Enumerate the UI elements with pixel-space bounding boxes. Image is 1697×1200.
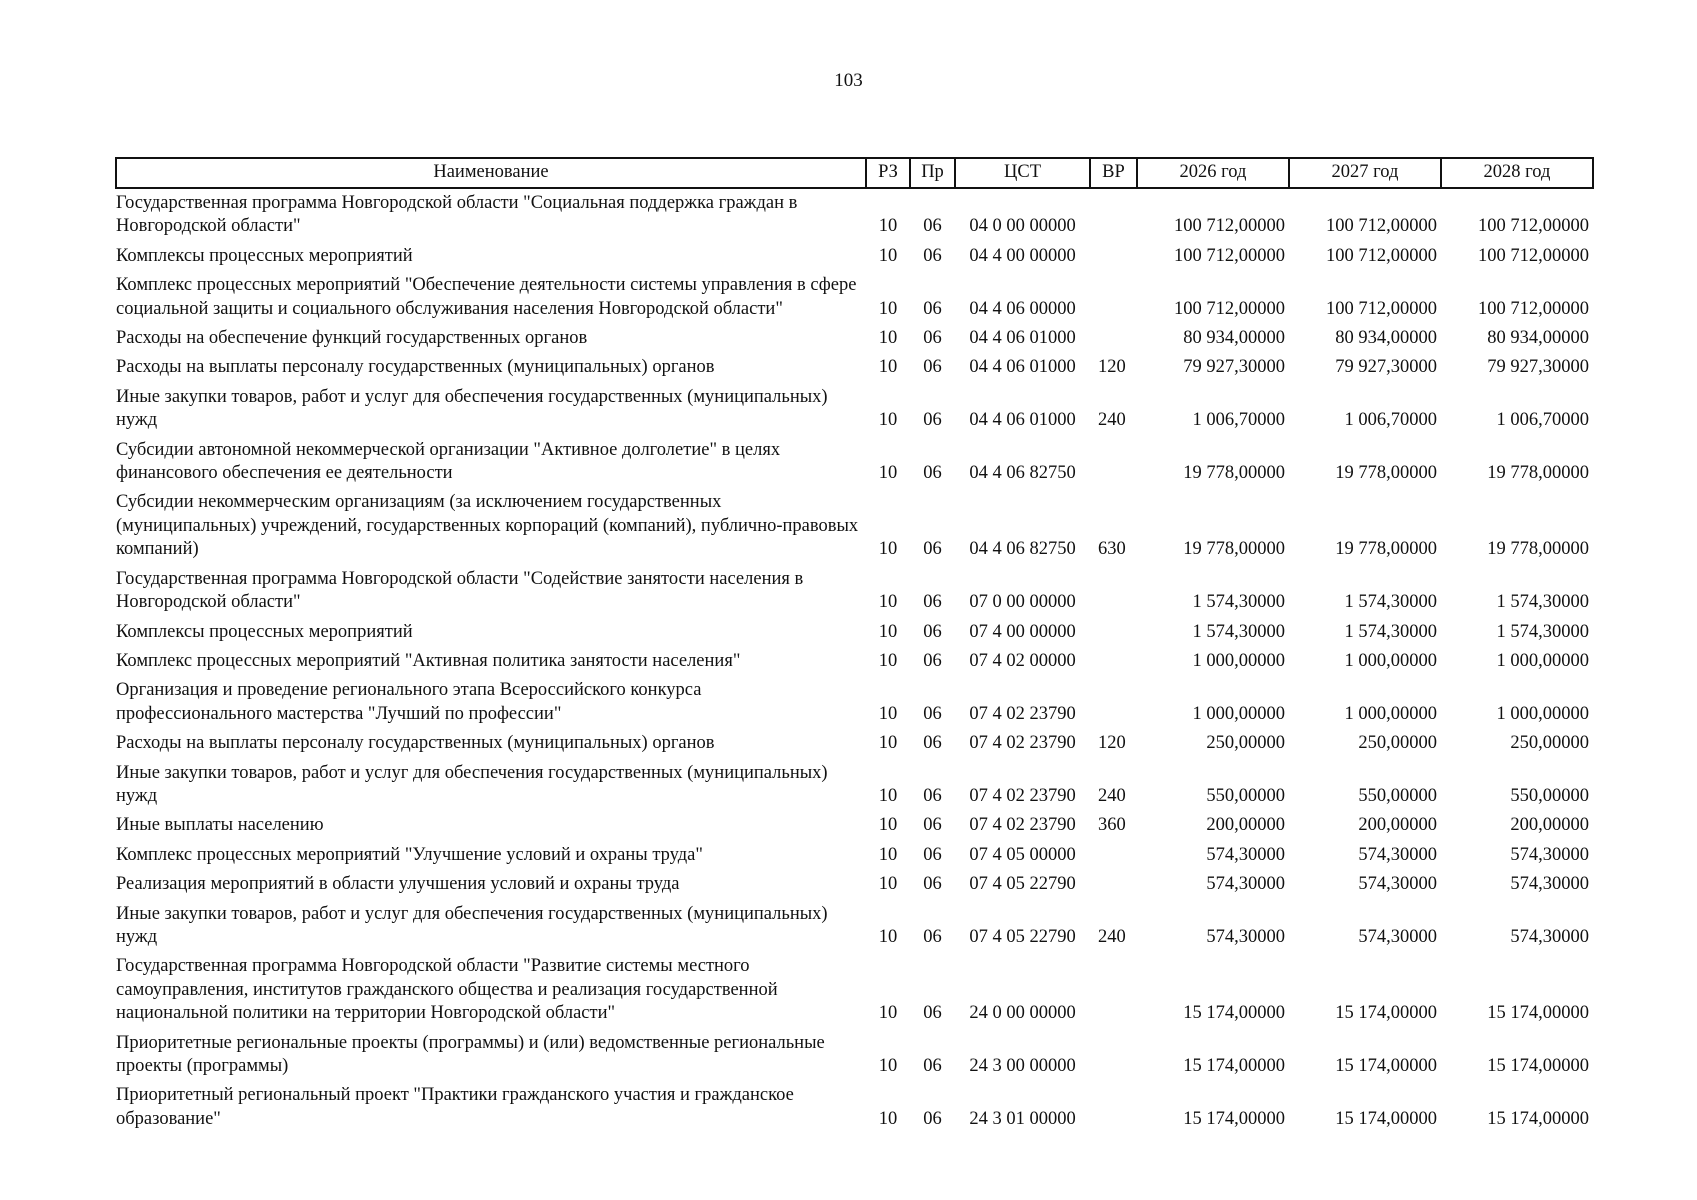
cell-2027: 1 006,70000: [1344, 410, 1437, 431]
cell-2026: 200,00000: [1206, 815, 1285, 836]
cell-vr: [1090, 676, 1137, 729]
page-number: 103: [834, 70, 863, 91]
cell-2028: 15 174,00000: [1487, 1108, 1589, 1129]
cell-cst: 04 4 06 82750: [969, 463, 1076, 484]
cell-pr: 06: [923, 298, 942, 319]
cell-cst: 24 3 00 00000: [969, 1056, 1076, 1076]
cell-2028: 79 927,30000: [1487, 357, 1589, 378]
table-row: [116, 271, 1593, 324]
header-vr: ВР: [1090, 158, 1137, 188]
cell-2026: 574,30000: [1206, 926, 1285, 947]
cell-rz: 10: [878, 328, 898, 349]
cell-name: Комплекс процессных мероприятий "Обеспечение деятельности системы управления в сфере социальной защиты и социального обслуживания населения Новгородской области": [116, 275, 857, 319]
cell-name: Государственная программа Новгородской области "Социальная поддержка граждан в Новгородской области": [116, 193, 798, 237]
cell-cst: 04 4 06 00000: [969, 298, 1076, 319]
table-row: [116, 952, 1593, 1028]
cell-name: Организация и проведение регионального этапа Всероссийского конкурса профессионального мастерства "Лучший по профессии": [116, 680, 702, 724]
cell-rz: 10: [878, 410, 898, 431]
cell-2027: 1 000,00000: [1344, 650, 1437, 671]
cell-pr: 06: [923, 733, 942, 754]
cell-2028: 1 000,00000: [1496, 703, 1589, 724]
header-2027: 2027 год: [1289, 158, 1441, 188]
cell-2026: 19 778,00000: [1183, 463, 1285, 484]
cell-cst: 07 4 02 23790: [969, 733, 1076, 754]
table-row: [116, 676, 1593, 729]
cell-vr: 240: [1098, 785, 1126, 806]
cell-pr: 06: [923, 539, 942, 560]
cell-name: Расходы на выплаты персоналу государственных (муниципальных) органов: [116, 733, 715, 754]
cell-2028: 200,00000: [1510, 815, 1589, 836]
cell-cst: 07 4 02 23790: [969, 703, 1076, 724]
cell-2026: 15 174,00000: [1183, 1056, 1285, 1076]
table-row: [116, 841, 1593, 870]
cell-cst: 24 0 00 00000: [969, 1003, 1076, 1024]
cell-2027: 19 778,00000: [1335, 539, 1437, 560]
cell-rz: 10: [878, 785, 898, 806]
cell-cst: 07 0 00 00000: [969, 592, 1076, 613]
cell-name: Расходы на обеспечение функций государственных органов: [116, 328, 588, 349]
cell-vr: [1090, 324, 1137, 353]
cell-2028: 15 174,00000: [1487, 1003, 1589, 1024]
header-rz: РЗ: [866, 158, 910, 188]
cell-rz: 10: [878, 815, 898, 836]
cell-name: Иные закупки товаров, работ и услуг для обеспечения государственных (муниципальных) нужд: [116, 386, 828, 431]
cell-vr: [1090, 436, 1137, 489]
cell-cst: 04 4 06 82750: [969, 539, 1076, 560]
cell-name: Расходы на выплаты персоналу государственных (муниципальных) органов: [116, 357, 715, 378]
cell-pr: 06: [923, 328, 942, 349]
cell-2026: 1 000,00000: [1192, 650, 1285, 671]
table-row: [116, 1081, 1593, 1134]
cell-name: Приоритетный региональный проект "Практики гражданского участия и гражданское образование": [116, 1085, 794, 1129]
cell-2026: 1 000,00000: [1192, 703, 1285, 724]
cell-2027: 574,30000: [1358, 926, 1437, 947]
cell-vr: 120: [1098, 357, 1126, 378]
cell-name: Приоритетные региональные проекты (программы) и (или) ведомственные региональные проекты (программы): [116, 1032, 825, 1076]
cell-vr: [1090, 271, 1137, 324]
cell-cst: 04 4 00 00000: [969, 245, 1076, 266]
cell-rz: 10: [878, 1108, 898, 1129]
cell-vr: 240: [1098, 410, 1126, 431]
cell-2026: 1 574,30000: [1192, 592, 1285, 613]
cell-cst: 07 4 02 23790: [969, 815, 1076, 836]
cell-cst: 04 4 06 01000: [969, 357, 1076, 378]
table-row: [116, 729, 1593, 758]
cell-2027: 19 778,00000: [1335, 463, 1437, 484]
table-row: [116, 618, 1593, 647]
cell-2028: 574,30000: [1510, 874, 1589, 895]
table-header-row: [116, 158, 1593, 188]
header-2028: 2028 год: [1441, 158, 1593, 188]
cell-pr: 06: [923, 874, 942, 895]
table-row: [116, 870, 1593, 899]
cell-name: Реализация мероприятий в области улучшения условий и охраны труда: [116, 874, 680, 895]
table-row: [116, 436, 1593, 489]
budget-table: [115, 157, 1594, 1134]
cell-rz: 10: [878, 650, 898, 671]
cell-vr: 630: [1098, 539, 1126, 560]
cell-pr: 06: [923, 703, 942, 724]
cell-pr: 06: [923, 844, 942, 865]
cell-name: Иные закупки товаров, работ и услуг для обеспечения государственных (муниципальных) нужд: [116, 762, 828, 806]
cell-2026: 19 778,00000: [1183, 539, 1285, 560]
table-row: [116, 242, 1593, 271]
table-row: [116, 353, 1593, 382]
cell-2027: 15 174,00000: [1335, 1003, 1437, 1024]
cell-2026: 80 934,00000: [1183, 328, 1285, 349]
header-2026: 2026 год: [1137, 158, 1289, 188]
cell-2028: 100 712,00000: [1478, 298, 1589, 319]
cell-name: Субсидии некоммерческим организациям (за исключением государственных (муниципальных) учреждений, государственных корпораций (компаний), публично-правовых компаний): [116, 492, 859, 560]
cell-cst: 07 4 05 22790: [969, 874, 1076, 895]
cell-rz: 10: [878, 539, 898, 560]
cell-pr: 06: [923, 245, 942, 266]
cell-2027: 100 712,00000: [1326, 245, 1437, 266]
cell-pr: 06: [923, 1108, 942, 1129]
cell-rz: 10: [878, 733, 898, 754]
cell-2026: 15 174,00000: [1183, 1108, 1285, 1129]
cell-2028: 80 934,00000: [1487, 328, 1589, 349]
cell-pr: 06: [923, 621, 942, 642]
cell-cst: 07 4 05 22790: [969, 926, 1076, 947]
cell-pr: 06: [923, 785, 942, 806]
cell-2027: 100 712,00000: [1326, 298, 1437, 319]
cell-2026: 250,00000: [1206, 733, 1285, 754]
cell-2027: 550,00000: [1358, 785, 1437, 806]
cell-pr: 06: [923, 592, 942, 613]
cell-2028: 19 778,00000: [1487, 463, 1589, 484]
table-row: [116, 324, 1593, 353]
cell-2027: 15 174,00000: [1335, 1056, 1437, 1076]
cell-vr: 120: [1098, 733, 1126, 754]
cell-pr: 06: [923, 410, 942, 431]
cell-2028: 100 712,00000: [1478, 245, 1589, 266]
cell-name: Государственная программа Новгородской области "Содействие занятости населения в Новгородской области": [116, 568, 804, 613]
cell-2026: 1 006,70000: [1192, 410, 1285, 431]
cell-2026: 15 174,00000: [1183, 1003, 1285, 1024]
cell-pr: 06: [923, 1003, 942, 1024]
cell-name: Комплексы процессных мероприятий: [116, 245, 413, 266]
table-row: [116, 900, 1593, 953]
cell-rz: 10: [878, 463, 898, 484]
table-body: [116, 188, 1593, 1134]
cell-cst: 07 4 02 23790: [969, 785, 1076, 806]
cell-rz: 10: [878, 926, 898, 947]
cell-name: Государственная программа Новгородской области "Развитие системы местного самоуправления, институтов гражданского общества и реализация государственной национальной политики на территории Новгородской области": [116, 956, 778, 1024]
cell-2027: 100 712,00000: [1326, 216, 1437, 237]
cell-pr: 06: [923, 926, 942, 947]
cell-name: Иные выплаты населению: [116, 815, 324, 836]
cell-2026: 574,30000: [1206, 844, 1285, 865]
cell-2026: 100 712,00000: [1174, 298, 1285, 319]
cell-2027: 574,30000: [1358, 844, 1437, 865]
cell-pr: 06: [923, 463, 942, 484]
cell-pr: 06: [923, 357, 942, 378]
cell-rz: 10: [878, 844, 898, 865]
cell-cst: 04 0 00 00000: [969, 216, 1076, 237]
cell-pr: 06: [923, 815, 942, 836]
cell-2027: 15 174,00000: [1335, 1108, 1437, 1129]
cell-rz: 10: [878, 703, 898, 724]
cell-2027: 1 000,00000: [1344, 703, 1437, 724]
cell-2026: 100 712,00000: [1174, 245, 1285, 266]
cell-vr: [1090, 242, 1137, 271]
cell-2027: 200,00000: [1358, 815, 1437, 836]
cell-2028: 100 712,00000: [1478, 216, 1589, 237]
cell-2027: 79 927,30000: [1335, 357, 1437, 378]
cell-2028: 574,30000: [1510, 926, 1589, 947]
table-row: [116, 565, 1593, 618]
cell-vr: [1090, 188, 1137, 242]
cell-cst: 07 4 02 00000: [969, 650, 1076, 671]
cell-2026: 79 927,30000: [1183, 357, 1285, 378]
cell-vr: [1090, 647, 1137, 676]
cell-2027: 1 574,30000: [1344, 592, 1437, 613]
cell-name: Иные закупки товаров, работ и услуг для обеспечения государственных (муниципальных) нужд: [116, 903, 828, 947]
table-row: [116, 383, 1593, 436]
cell-vr: [1090, 1081, 1137, 1134]
table-row: [116, 488, 1593, 564]
cell-2028: 1 000,00000: [1496, 650, 1589, 671]
cell-2028: 1 574,30000: [1496, 592, 1589, 613]
cell-pr: 06: [923, 216, 942, 237]
cell-2026: 550,00000: [1206, 785, 1285, 806]
cell-2026: 1 574,30000: [1192, 621, 1285, 642]
cell-2028: 1 006,70000: [1496, 410, 1589, 431]
cell-vr: 240: [1098, 926, 1126, 947]
cell-rz: 10: [878, 592, 898, 613]
cell-name: Комплекс процессных мероприятий "Активная политика занятости населения": [116, 650, 741, 671]
cell-2026: 100 712,00000: [1174, 216, 1285, 237]
table-row: [116, 759, 1593, 812]
cell-rz: 10: [878, 1003, 898, 1024]
cell-vr: [1090, 952, 1137, 1028]
cell-2027: 1 574,30000: [1344, 621, 1437, 642]
cell-2028: 250,00000: [1510, 733, 1589, 754]
cell-cst: 07 4 00 00000: [969, 621, 1076, 642]
cell-2028: 19 778,00000: [1487, 539, 1589, 560]
cell-2026: 574,30000: [1206, 874, 1285, 895]
cell-rz: 10: [878, 357, 898, 378]
cell-2027: 250,00000: [1358, 733, 1437, 754]
cell-vr: [1090, 841, 1137, 870]
cell-2027: 80 934,00000: [1335, 328, 1437, 349]
cell-vr: [1090, 565, 1137, 618]
header-pr: Пр: [910, 158, 955, 188]
cell-pr: 06: [923, 1056, 942, 1076]
cell-name: Комплексы процессных мероприятий: [116, 621, 413, 642]
cell-2028: 550,00000: [1510, 785, 1589, 806]
cell-rz: 10: [878, 216, 898, 237]
cell-name: Субсидии автономной некоммерческой организации "Активное долголетие" в целях финансового обеспечения ее деятельности: [116, 439, 781, 484]
cell-vr: [1090, 870, 1137, 899]
cell-cst: 07 4 05 00000: [969, 844, 1076, 865]
cell-cst: 04 4 06 01000: [969, 328, 1076, 349]
cell-rz: 10: [878, 1056, 898, 1076]
cell-2028: 15 174,00000: [1487, 1056, 1589, 1076]
cell-rz: 10: [878, 245, 898, 266]
cell-rz: 10: [878, 621, 898, 642]
cell-vr: [1090, 618, 1137, 647]
cell-cst: 04 4 06 01000: [969, 410, 1076, 431]
cell-vr: [1090, 1029, 1137, 1082]
cell-pr: 06: [923, 650, 942, 671]
cell-name: Комплекс процессных мероприятий "Улучшение условий и охраны труда": [116, 844, 703, 865]
table-row: [116, 647, 1593, 676]
cell-cst: 24 3 01 00000: [969, 1108, 1076, 1129]
header-name: Наименование: [116, 158, 866, 188]
cell-vr: 360: [1098, 815, 1126, 836]
cell-2027: 574,30000: [1358, 874, 1437, 895]
cell-2028: 574,30000: [1510, 844, 1589, 865]
table-row: [116, 1029, 1593, 1082]
cell-2028: 1 574,30000: [1496, 621, 1589, 642]
header-cst: ЦСТ: [955, 158, 1090, 188]
cell-rz: 10: [878, 874, 898, 895]
table-row: [116, 811, 1593, 840]
table-row: [116, 188, 1593, 242]
cell-rz: 10: [878, 298, 898, 319]
